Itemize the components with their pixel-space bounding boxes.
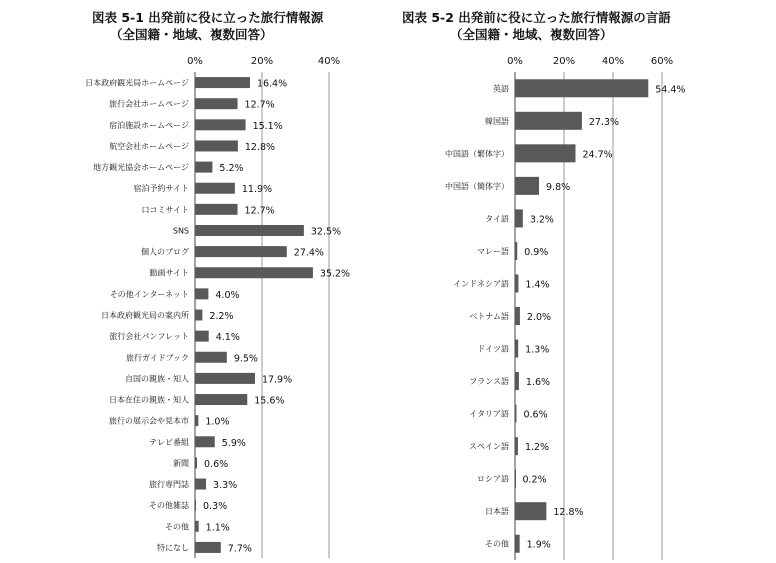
- bar: [195, 204, 238, 215]
- category-label: 航空会社ホームページ: [109, 141, 189, 151]
- bar: [515, 502, 546, 520]
- bar: [195, 98, 238, 109]
- value-label: 12.8%: [553, 507, 584, 519]
- value-label: 4.1%: [215, 332, 240, 344]
- bar: [515, 437, 518, 455]
- category-label: 中国語（繁体字）: [445, 149, 509, 159]
- category-label: イタリア語: [469, 409, 509, 419]
- category-label: 日本政府観光局ホームページ: [85, 78, 189, 88]
- bar: [195, 331, 209, 342]
- x-tick-label: 20%: [250, 56, 274, 67]
- category-label: 口コミサイト: [141, 205, 189, 215]
- bar: [515, 340, 518, 358]
- value-label: 2.0%: [526, 312, 552, 323]
- category-label: 旅行会社パンフレット: [109, 332, 189, 342]
- bar: [195, 246, 287, 257]
- value-label: 1.0%: [205, 416, 230, 428]
- bar: [195, 457, 197, 468]
- category-label: フランス語: [469, 377, 509, 387]
- category-label: テレビ番組: [149, 437, 189, 447]
- category-label: その他: [485, 539, 509, 549]
- bar: [515, 274, 518, 292]
- value-label: 9.8%: [546, 181, 571, 193]
- category-label: 旅行専門誌: [149, 480, 189, 490]
- category-label: インドネシア語: [453, 279, 509, 289]
- category-label: その他雑誌: [149, 501, 189, 511]
- category-label: 特になし: [157, 543, 189, 553]
- value-label: 4.0%: [215, 289, 240, 301]
- value-label: 1.6%: [525, 377, 551, 389]
- category-label: 旅行会社ホームページ: [109, 99, 189, 109]
- category-label: その他: [165, 522, 189, 532]
- bar: [515, 372, 519, 390]
- value-label: 0.9%: [524, 246, 549, 258]
- category-label: 中国語（簡体字）: [445, 181, 509, 191]
- value-label: 3.2%: [529, 214, 554, 226]
- category-label: 日本語: [485, 507, 509, 517]
- value-label: 0.6%: [523, 409, 548, 421]
- chart-subtitle: （全国籍・地域、複数回答）: [450, 27, 613, 42]
- bar: [515, 112, 582, 130]
- value-label: 2.2%: [209, 311, 234, 322]
- category-label: 個人のブログ: [141, 247, 189, 257]
- bar: [195, 310, 202, 321]
- value-label: 24.7%: [582, 149, 613, 161]
- x-tick-label: 0%: [507, 56, 523, 67]
- value-label: 12.7%: [244, 205, 275, 217]
- chart-5-2-plot: [388, 0, 776, 563]
- bar: [195, 183, 235, 194]
- bar: [195, 162, 212, 173]
- value-label: 1.4%: [525, 279, 550, 291]
- value-label: 5.9%: [221, 437, 246, 449]
- value-label: 0.2%: [522, 474, 547, 486]
- x-tick-label: 20%: [552, 56, 576, 67]
- chart-5-2: [388, 0, 776, 563]
- bar: [195, 500, 196, 511]
- category-label: 日本在住の親族・知人: [109, 395, 189, 405]
- x-tick-label: 60%: [650, 56, 674, 67]
- bar: [515, 209, 523, 227]
- bar: [195, 542, 221, 553]
- bar: [195, 352, 227, 363]
- bar: [195, 479, 206, 490]
- bar: [515, 144, 576, 162]
- bar: [515, 535, 520, 553]
- bar: [515, 307, 520, 325]
- value-label: 7.7%: [227, 543, 252, 555]
- bar: [195, 436, 215, 447]
- category-label: 旅行の展示会や見本市: [109, 416, 189, 426]
- bar: [195, 225, 304, 236]
- value-label: 1.9%: [526, 539, 551, 551]
- category-label: ベトナム語: [469, 312, 509, 321]
- bar: [195, 415, 198, 426]
- value-label: 12.7%: [244, 99, 275, 111]
- bar: [195, 394, 247, 405]
- value-label: 54.4%: [655, 84, 686, 96]
- category-label: スペイン語: [469, 442, 509, 452]
- bar: [195, 288, 208, 299]
- bar: [195, 77, 250, 88]
- value-label: 9.5%: [233, 353, 258, 365]
- bar: [515, 405, 516, 423]
- bar: [195, 119, 246, 130]
- value-label: 27.4%: [293, 247, 324, 259]
- value-label: 15.1%: [252, 120, 283, 132]
- category-label: ロシア語: [477, 474, 509, 484]
- category-label: その他インターネット: [109, 289, 189, 299]
- category-label: 動画サイト: [149, 268, 189, 278]
- value-label: 1.1%: [205, 522, 230, 534]
- value-label: 1.2%: [524, 442, 550, 454]
- category-label: 旅行ガイドブック: [126, 353, 189, 363]
- category-label: 英語: [493, 84, 509, 94]
- value-label: 11.9%: [241, 184, 273, 196]
- value-label: 0.6%: [204, 458, 229, 470]
- category-label: 宿泊予約サイト: [133, 184, 189, 194]
- bar: [195, 267, 313, 278]
- category-label: 新聞: [173, 458, 189, 468]
- category-label: タイ語: [485, 214, 509, 224]
- category-label: 韓国語: [485, 116, 509, 126]
- category-label: 自国の親族・知人: [125, 374, 189, 384]
- bar: [515, 177, 539, 195]
- category-label: ドイツ語: [477, 344, 509, 354]
- value-label: 32.5%: [310, 226, 342, 238]
- bar: [195, 140, 238, 151]
- bar: [195, 373, 255, 384]
- value-label: 12.8%: [244, 141, 276, 153]
- chart-title: 図表 5-2 出発前に役に立った旅行情報源の言語: [402, 10, 671, 25]
- bar: [515, 470, 516, 488]
- bar: [195, 521, 199, 532]
- value-label: 0.3%: [203, 501, 228, 513]
- x-tick-label: 40%: [601, 56, 625, 67]
- value-label: 5.2%: [219, 163, 244, 175]
- value-label: 35.2%: [319, 268, 351, 280]
- category-label: 宿泊施設ホームページ: [109, 120, 189, 130]
- value-label: 1.3%: [525, 344, 550, 356]
- chart-subtitle: （全国籍・地域、複数回答）: [110, 27, 273, 42]
- x-tick-label: 0%: [187, 56, 203, 67]
- category-label: SNS: [172, 226, 189, 236]
- value-label: 15.6%: [254, 395, 285, 407]
- bar: [515, 79, 648, 97]
- category-label: マレー語: [477, 246, 509, 256]
- chart-title: 図表 5-1 出発前に役に立った旅行情報源: [92, 10, 324, 25]
- bar: [515, 242, 517, 260]
- value-label: 17.9%: [261, 374, 293, 386]
- value-label: 27.3%: [588, 116, 620, 128]
- x-tick-label: 40%: [317, 56, 341, 67]
- value-label: 3.3%: [213, 480, 238, 492]
- category-label: 日本政府観光局の案内所: [101, 311, 189, 320]
- value-label: 16.4%: [256, 78, 288, 90]
- category-label: 地方観光協会ホームページ: [93, 163, 189, 173]
